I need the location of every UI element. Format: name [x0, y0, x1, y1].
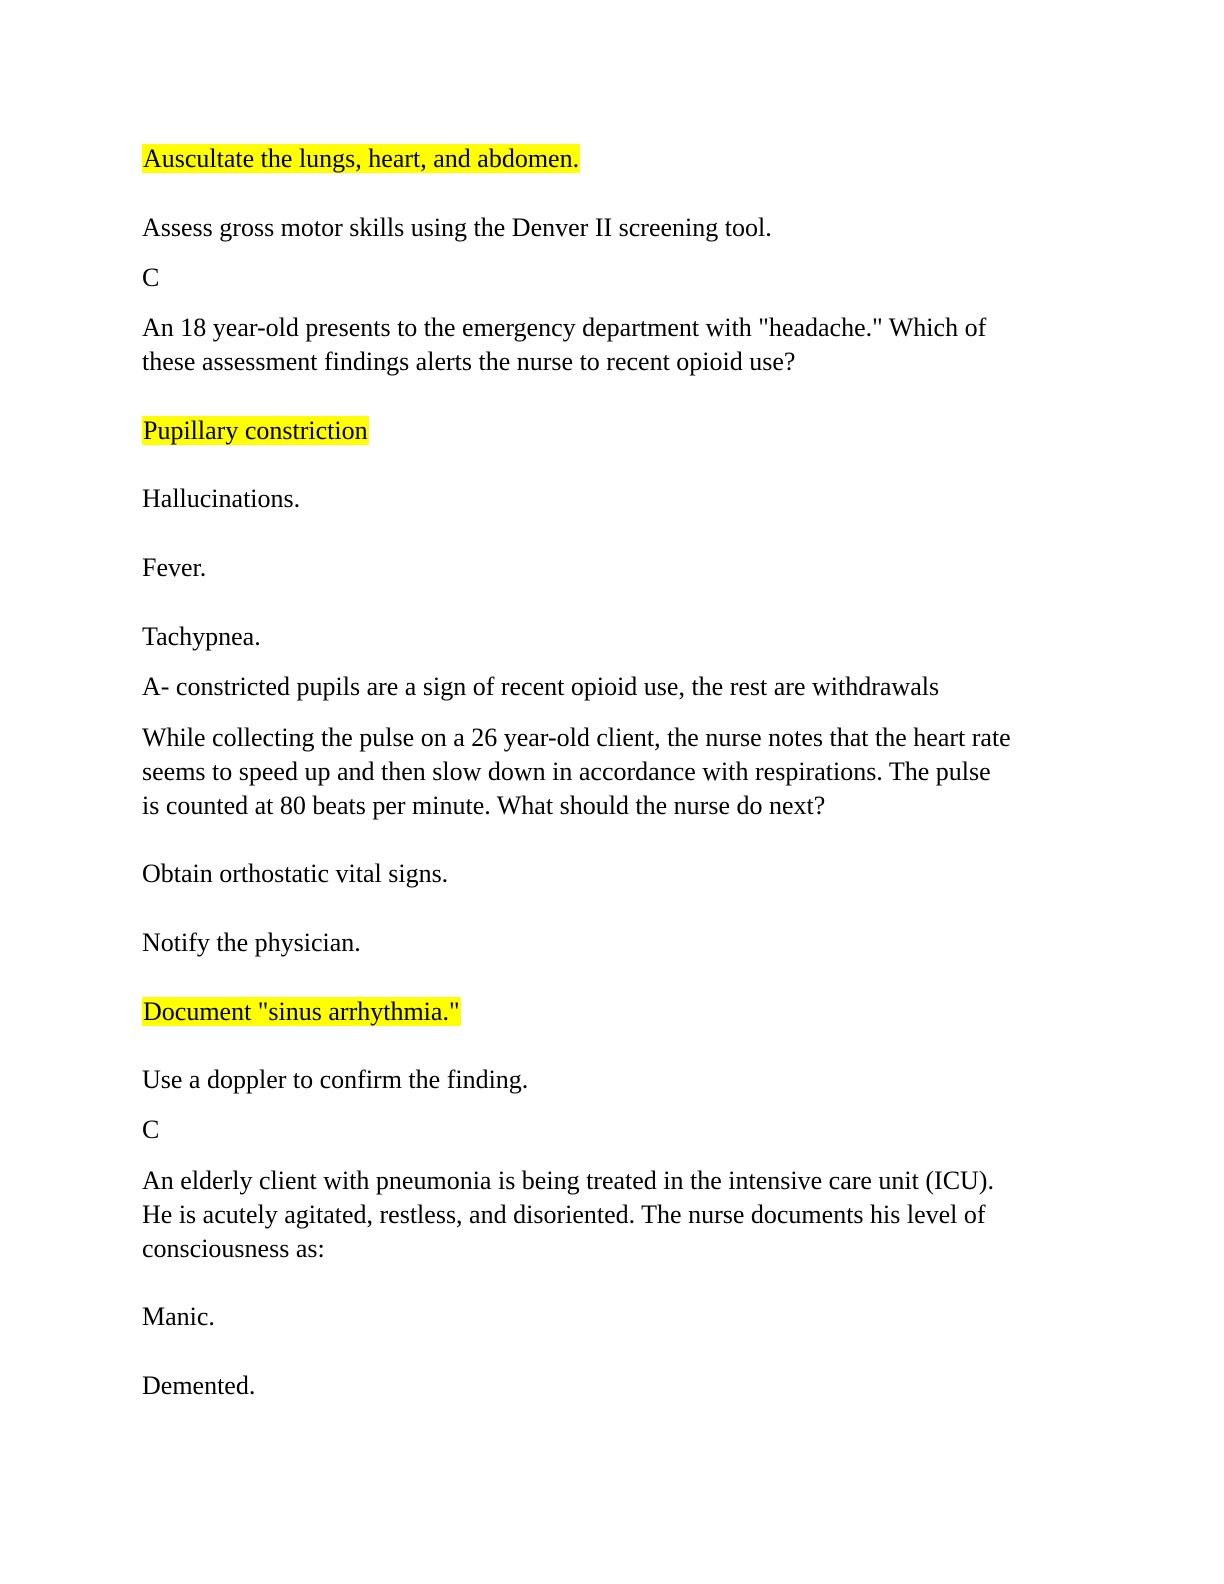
highlight-mark: Pupillary constriction: [143, 416, 368, 445]
question-text: seems to speed up and then slow down in accordance with respirations. The pulse: [142, 757, 991, 786]
answer-option: Hallucinations.: [142, 484, 301, 513]
answer-option-highlighted: [142, 414, 369, 448]
answer-option: Use a doppler to confirm the finding.: [142, 1065, 529, 1094]
question-text: He is acutely agitated, restless, and disoriented. The nurse documents his level of: [142, 1200, 986, 1229]
question-text: An 18 year-old presents to the emergency department with "headache." Which of: [142, 313, 987, 342]
answer-key: C: [142, 263, 160, 292]
answer-option: Demented.: [142, 1371, 256, 1400]
answer-option: Tachypnea.: [142, 622, 261, 651]
highlight-mark: Auscultate the lungs, heart, and abdomen.: [143, 144, 580, 173]
answer-option: Notify the physician.: [142, 928, 361, 957]
answer-option: Assess gross motor skills using the Denver II screening tool.: [142, 213, 772, 242]
answer-option: Fever.: [142, 553, 207, 582]
answer-explanation: A- constricted pupils are a sign of recent opioid use, the rest are withdrawals: [142, 672, 940, 701]
question-text: While collecting the pulse on a 26 year-old client, the nurse notes that the heart rate: [142, 723, 1011, 752]
question-text: consciousness as:: [142, 1234, 325, 1263]
answer-option: Obtain orthostatic vital signs.: [142, 859, 449, 888]
question-text: An elderly client with pneumonia is being treated in the intensive care unit (ICU).: [142, 1166, 994, 1195]
answer-option-highlighted: [142, 142, 580, 176]
answer-option-highlighted: [142, 995, 461, 1029]
answer-key: C: [142, 1115, 160, 1144]
question-text: these assessment findings alerts the nurse to recent opioid use?: [142, 347, 796, 376]
answer-option: Manic.: [142, 1302, 215, 1331]
highlight-mark: Document "sinus arrhythmia.": [143, 997, 460, 1026]
question-text: is counted at 80 beats per minute. What should the nurse do next?: [142, 791, 826, 820]
